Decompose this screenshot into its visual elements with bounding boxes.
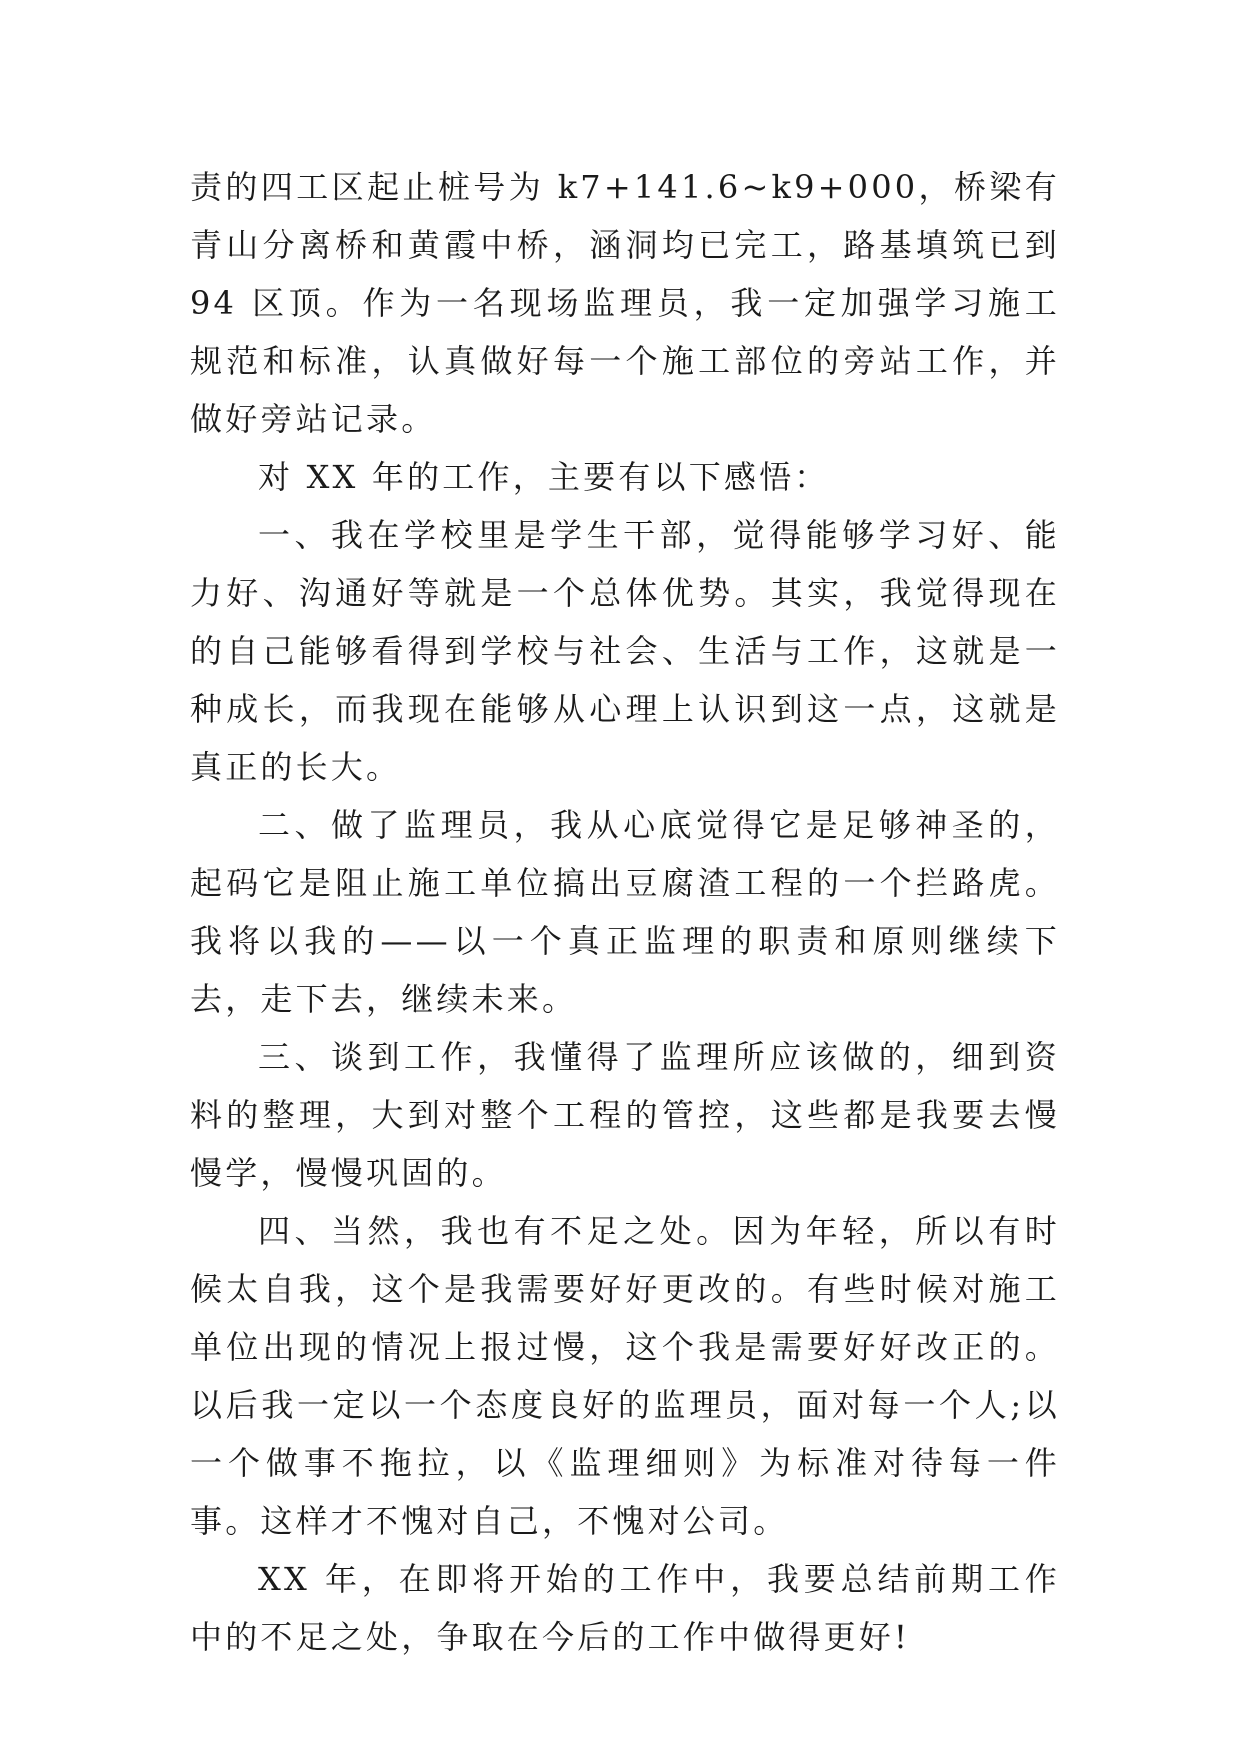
paragraph-point-3: 三、谈到工作，我懂得了监理所应该做的，细到资料的整理，大到对整个工程的管控，这些都是我要去慢慢学，慢慢巩固的。 xyxy=(190,1038,1060,1192)
paragraph-closing: XX 年，在即将开始的工作中，我要总结前期工作中的不足之处，争取在今后的工作中做得更好! xyxy=(190,1560,1060,1656)
paragraph-continuation: 责的四工区起止桩号为 k7+141.6~k9+000，桥梁有青山分离桥和黄霞中桥，涵洞均已完工，路基填筑已到 94 区顶。作为一名现场监理员，我一定加强学习施工规范和标准，认真做好每一个施工部位的旁站工作，并做好旁站记录。 xyxy=(190,168,1060,438)
paragraph-intro: 对 XX 年的工作，主要有以下感悟： xyxy=(258,458,830,496)
paragraph-point-1: 一、我在学校里是学生干部，觉得能够学习好、能力好、沟通好等就是一个总体优势。其实，我觉得现在的自己能够看得到学校与社会、生活与工作，这就是一种成长，而我现在能够从心理上认识到这一点，这就是真正的长大。 xyxy=(190,516,1060,786)
paragraph-point-2: 二、做了监理员，我从心底觉得它是足够神圣的，起码它是阻止施工单位搞出豆腐渣工程的一个拦路虎。我将以我的——以一个真正监理的职责和原则继续下去，走下去，继续未来。 xyxy=(190,806,1060,1018)
document-body xyxy=(190,158,1060,1666)
paragraph-point-4: 四、当然，我也有不足之处。因为年轻，所以有时候太自我，这个是我需要好好更改的。有些时候对施工单位出现的情况上报过慢，这个我是需要好好改正的。以后我一定以一个态度良好的监理员，面对每一个人;以一个做事不拖拉，以《监理细则》为标准对待每一件事。这样才不愧对自己，不愧对公司。 xyxy=(190,1212,1060,1540)
